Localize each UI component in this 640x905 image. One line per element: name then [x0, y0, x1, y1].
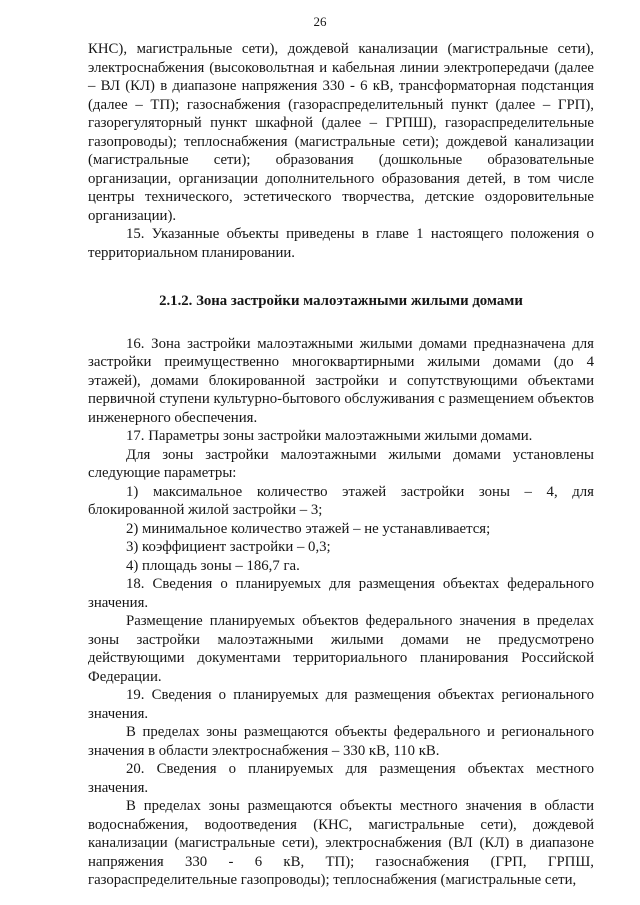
paragraph-params-intro: Для зоны застройки малоэтажными жилыми домами установлены следующие параметры:: [88, 446, 594, 481]
paragraph-19: 19. Сведения о планируемых для размещения объектах регионального значения.: [88, 687, 594, 722]
paragraph-20: 20. Сведения о планируемых для размещения объектах местного значения.: [88, 761, 594, 796]
list-item-1: 1) максимальное количество этажей застройки зоны – 4, для блокированной жилой застройки – 3;: [88, 483, 594, 518]
paragraph-18: 18. Сведения о планируемых для размещения объектах федерального значения.: [88, 576, 594, 611]
paragraph-local-objects: В пределах зоны размещаются объекты местного значения в области водоснабжения, водоотведения (КНС, магистральные сети), дождевой канализации (магистральные сети), электроснабжения (ВЛ (КЛ) в диапазоне напряжения 330 - 6 кВ, ТП); газоснабжения (ГРП, ГРПШ, газораспределительные газопроводы); теплоснабжения (магистральные сети,: [88, 798, 594, 888]
list-item-3: 3) коэффициент застройки – 0,3;: [126, 539, 331, 555]
document-body: [88, 40, 594, 890]
section-heading: 2.1.2. Зона застройки малоэтажными жилыми домами: [159, 293, 523, 309]
page-number: 26: [313, 14, 327, 29]
paragraph-continuation: КНС), магистральные сети), дождевой канализации (магистральные сети), электроснабжения (высоковольтная и кабельная линии электропередачи (далее – ВЛ (КЛ) в диапазоне напряжения 330 - 6 кВ, трансформаторная подстанция (далее – ТП); газоснабжения (газораспределительный пункт (далее – ГРП), газорегуляторный пункт шкафной (далее – ГРПШ), газораспределительные газопроводы); теплоснабжения (магистральные сети); дождевой канализации (магистральные сети); образования (дошкольные образовательные организации, организации дополнительного образования детей, в том числе центры технического, эстетического творчества, детские оздоровительные организации).: [88, 41, 594, 224]
paragraph-regional-objects: В пределах зоны размещаются объекты федерального и регионального значения в области электроснабжения – 330 кВ, 110 кВ.: [88, 724, 594, 759]
paragraph-16: 16. Зона застройки малоэтажными жилыми домами предназначена для застройки преимущественно многоквартирными жилыми домами (до 4 этажей), домами блокированной застройки и сопутствующими объектами первичной ступени культурно-бытового обслуживания с размещением объектов инженерного обеспечения.: [88, 335, 594, 426]
list-item-2: 2) минимальное количество этажей – не устанавливается;: [126, 520, 491, 537]
paragraph-15: 15. Указанные объекты приведены в главе 1 настоящего положения о территориальном планировании.: [88, 226, 594, 261]
list-item-4: 4) площадь зоны – 186,7 га.: [126, 557, 300, 574]
paragraph-federal-objects: Размещение планируемых объектов федерального значения в пределах зоны застройки малоэтажными жилыми домами не предусмотрено действующими документами территориального планирования Российской Федерации.: [88, 613, 594, 685]
paragraph-17: 17. Параметры зоны застройки малоэтажными жилыми домами.: [126, 428, 533, 444]
